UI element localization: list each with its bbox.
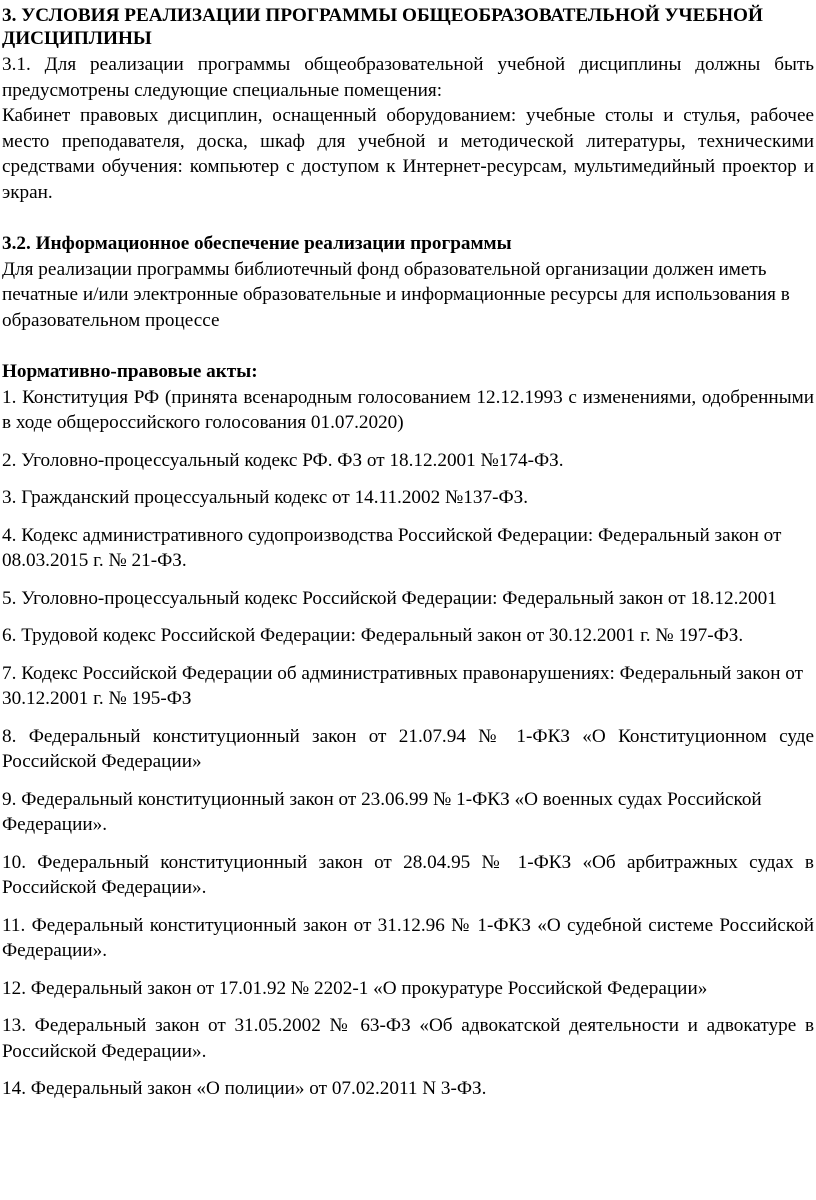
list-item: 14. Федеральный закон «О полиции» от 07.02.2011 N 3-ФЗ.: [2, 1078, 487, 1099]
list-item: 3. Гражданский процессуальный кодекс от 14.11.2002 №137-ФЗ.: [2, 487, 529, 508]
list-item: 9. Федеральный конституционный закон от 23.06.99 № 1-ФКЗ «О военных судах Российской Федерации».: [2, 788, 762, 835]
acts-title: Нормативно-правовые акты:: [2, 361, 258, 382]
list-item: 4. Кодекс административного судопроизводства Российской Федерации: Федеральный закон от 08.03.2015 г. № 21-ФЗ.: [2, 524, 782, 571]
list-item: 7. Кодекс Российской Федерации об административных правонарушениях: Федеральный закон от 30.12.2001 г. № 195-ФЗ: [2, 662, 804, 709]
acts-list: [2, 385, 814, 1102]
section-3-1-body: Кабинет правовых дисциплин, оснащенный оборудованием: учебные столы и стулья, рабочее место преподавателя, доска, шкаф для учебной и методической литературы, техническими средствами обучения: компьютер с доступом к Интернет-ресурсам, мультимедийный проектор и экран.: [2, 105, 814, 203]
list-item: 5. Уголовно-процессуальный кодекс Российской Федерации: Федеральный закон от 18.12.2001: [2, 587, 777, 609]
list-item: 13. Федеральный закон от 31.05.2002 № 63-ФЗ «Об адвокатской деятельности и адвокатуре в Российской Федерации».: [2, 1015, 814, 1062]
document-page: [2, 0, 814, 1114]
list-item: 8. Федеральный конституционный закон от 21.07.94 № 1-ФКЗ «О Конституционном суде Российской Федерации»: [2, 725, 814, 772]
list-item: 2. Уголовно-процессуальный кодекс РФ. ФЗ от 18.12.2001 №174-ФЗ.: [2, 449, 564, 471]
list-item: 1. Конституция РФ (принята всенародным голосованием 12.12.1993 с изменениями, одобренными в ходе общероссийского голосования 01.07.2020): [2, 386, 814, 433]
section-3-title: 3. УСЛОВИЯ РЕАЛИЗАЦИИ ПРОГРАММЫ ОБЩЕОБРАЗОВАТЕЛЬНОЙ УЧЕБНОЙ ДИСЦИПЛИНЫ: [2, 5, 763, 49]
section-spacer: [2, 333, 814, 359]
list-item: 6. Трудовой кодекс Российской Федерации: Федеральный закон от 30.12.2001 г. № 197-ФЗ.: [2, 625, 744, 646]
section-3-1-intro: 3.1. Для реализации программы общеобразовательной учебной дисциплины должны быть предусмотрены следующие специальные помещения:: [2, 54, 814, 101]
section-3-2-title: 3.2. Информационное обеспечение реализации программы: [2, 233, 512, 254]
section-spacer: [2, 205, 814, 231]
list-item: 11. Федеральный конституционный закон от 31.12.96 № 1-ФКЗ «О судебной системе Российской Федерации».: [2, 914, 814, 961]
section-3-2-body: Для реализации программы библиотечный фонд образовательной организации должен иметь печатные и/или электронные образовательные и информационные ресурсы для использования в образовательном процессе: [2, 258, 790, 331]
list-item: 10. Федеральный конституционный закон от 28.04.95 № 1-ФКЗ «Об арбитражных судах в Российской Федерации».: [2, 851, 814, 898]
list-item: 12. Федеральный закон от 17.01.92 № 2202-1 «О прокуратуре Российской Федерации»: [2, 977, 708, 999]
